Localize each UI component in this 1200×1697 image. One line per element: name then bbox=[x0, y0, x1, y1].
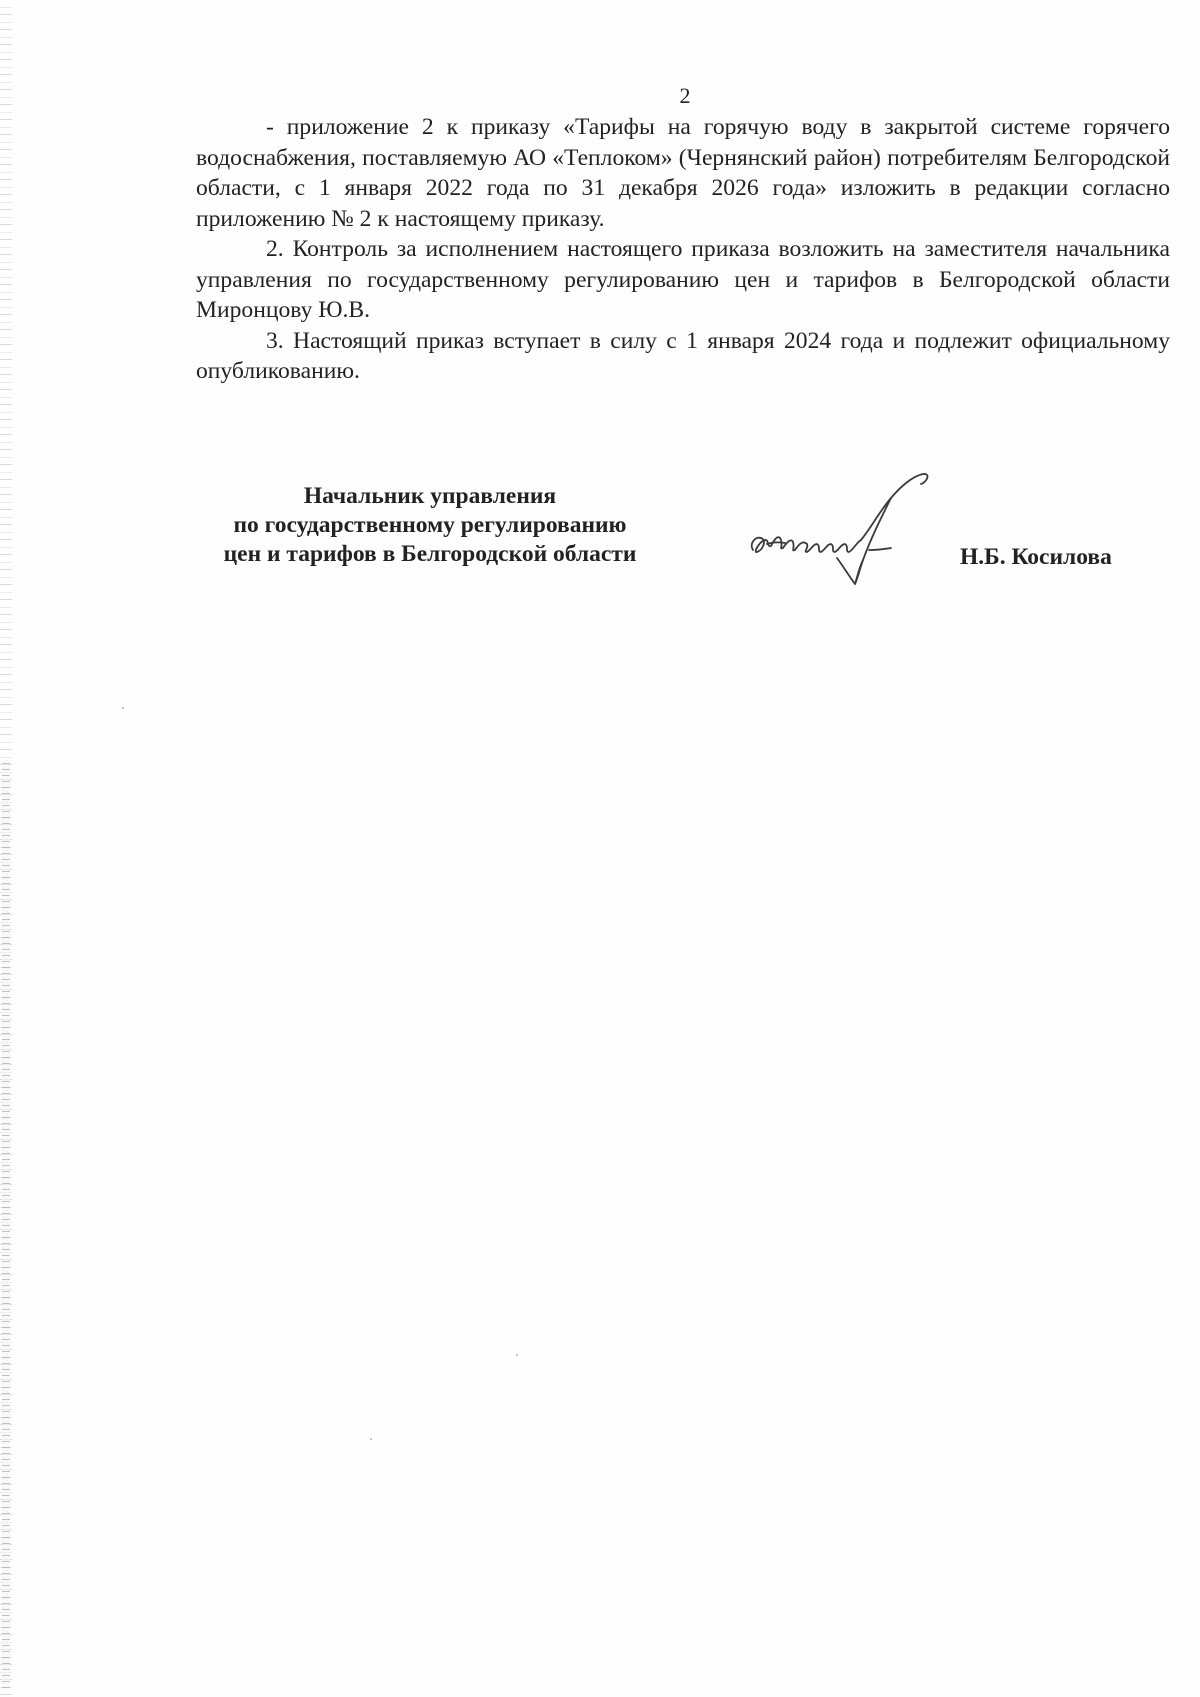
page-number: 2 bbox=[679, 83, 691, 108]
body-text bbox=[196, 112, 1170, 387]
signer-name: Н.Б. Косилова bbox=[960, 544, 1112, 570]
position-line: Начальник управления bbox=[303, 483, 557, 509]
scan-speck bbox=[122, 707, 124, 709]
paragraph-appendix-2: - приложение 2 к приказу «Тарифы на горячую воду в закрытой системе горячего водоснабжения, поставляемую АО «Теплоком» (Чернянский район) потребителям Белгородской области, с 1 января 2022 года по 31 декабря 2026 года» изложить в редакции согласно приложению № 2 к настоящему приказу. bbox=[196, 114, 1170, 232]
handwritten-signature bbox=[745, 468, 985, 598]
scan-speck bbox=[370, 1438, 372, 1440]
position-line: по государственному регулированию bbox=[233, 512, 627, 538]
scan-speck bbox=[516, 1354, 518, 1356]
position-line: цен и тарифов в Белгородской области bbox=[223, 541, 637, 567]
paragraph-control: 2. Контроль за исполнением настоящего приказа возложить на заместителя начальника управления по государственному регулированию цен и тарифов в Белгородской области Миронцову Ю.В. bbox=[196, 236, 1170, 323]
signatory-position bbox=[180, 482, 680, 569]
scan-edge-artifact-dark bbox=[2, 760, 10, 1690]
paragraph-effective-date: 3. Настоящий приказ вступает в силу с 1 января 2024 года и подлежит официальному опубликованию. bbox=[196, 327, 1170, 384]
